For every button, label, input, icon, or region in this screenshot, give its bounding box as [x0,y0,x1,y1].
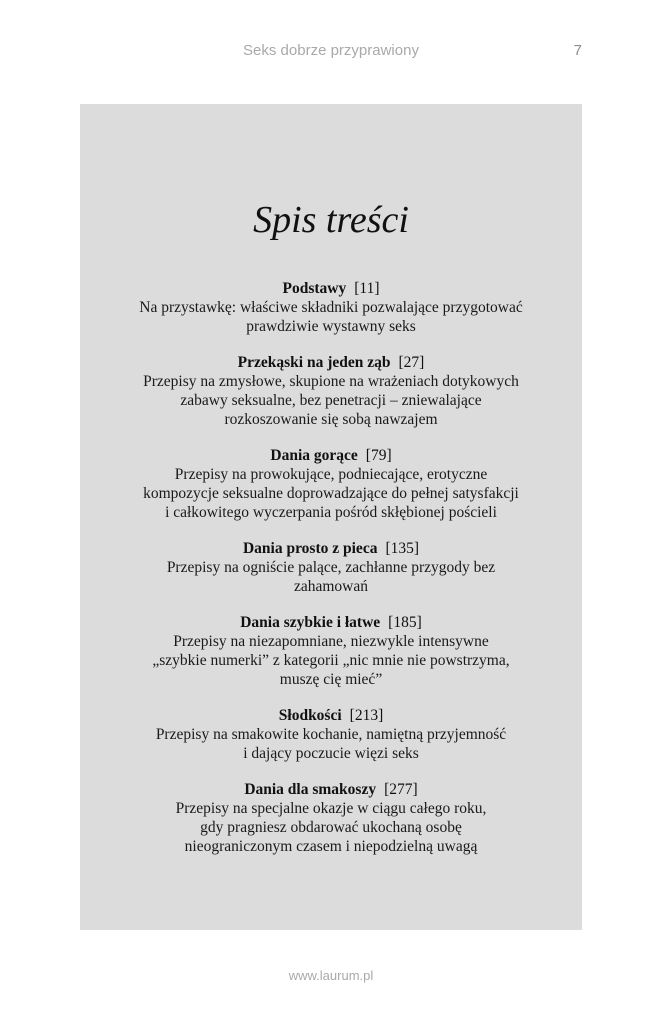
toc-entry-description: Przepisy na specjalne okazje w ciągu całego roku, gdy pragniesz obdarować ukochaną osobę nieograniczonym czasem i niepodzielną uwagą [175,800,487,855]
running-header [0,42,662,64]
page-number: 7 [573,42,582,59]
book-title-header: Seks dobrze przyprawiony [243,42,419,59]
toc-entry-title: Dania dla smakoszy [244,781,377,798]
publisher-website: www.laurum.pl [288,968,374,983]
toc-entry [80,780,582,856]
toc-entry-title: Dania prosto z pieca [242,540,378,557]
toc-entry-heading [80,613,582,632]
toc-entry-heading [80,446,582,465]
toc-entry [80,706,582,763]
toc-entry-heading [80,706,582,725]
toc-entry-description: Przepisy na zmysłowe, skupione na wrażeniach dotykowych zabawy seksualne, bez penetracji – zniewalające rozkoszowanie się sobą nawzajem [143,373,519,428]
toc-entry-title: Słodkości [278,707,342,724]
toc-heading: Spis treści [253,199,409,241]
toc-entry-heading [80,780,582,799]
toc-entry-heading [80,279,582,298]
toc-entry-description: Przepisy na prowokujące, podniecające, erotyczne kompozycje seksualne doprowadzające do pełnej satysfakcji i całkowitego wyczerpania pośród skłębionej pościeli [143,466,519,521]
table-of-contents-panel [80,104,582,930]
toc-entry-title: Podstawy [282,280,347,297]
toc-entry-page: [213] [349,707,384,724]
toc-entry-page: [135] [385,540,420,557]
toc-entry [80,279,582,336]
toc-entry-description: Przepisy na ogniście palące, zachłanne przygody bez zahamowań [166,559,496,595]
toc-entry-description: Przepisy na niezapomniane, niezwykle intensywne „szybkie numerki” z kategorii „nic mnie nie powstrzyma, muszę cię mieć” [152,633,510,688]
toc-entry-page: [277] [384,781,418,798]
toc-list [80,279,582,873]
toc-entry-heading [80,353,582,372]
toc-entry-description: Przepisy na smakowite kochanie, namiętną przyjemność i dający poczucie więzi seks [155,726,507,762]
toc-entry-heading [80,539,582,558]
toc-entry-page: [11] [354,280,380,297]
toc-entry-title: Dania gorące [270,447,358,464]
toc-entry-title: Dania szybkie i łatwe [240,614,381,631]
toc-entry-page: [79] [365,447,392,464]
toc-entry [80,353,582,429]
toc-entry-description: Na przystawkę: właściwe składniki pozwalające przygotować prawdziwie wystawny seks [139,299,523,335]
toc-entry-title: Przekąski na jeden ząb [237,354,391,371]
toc-entry [80,613,582,689]
toc-entry [80,446,582,522]
toc-entry [80,539,582,596]
toc-entry-page: [185] [388,614,422,631]
toc-entry-page: [27] [398,354,425,371]
